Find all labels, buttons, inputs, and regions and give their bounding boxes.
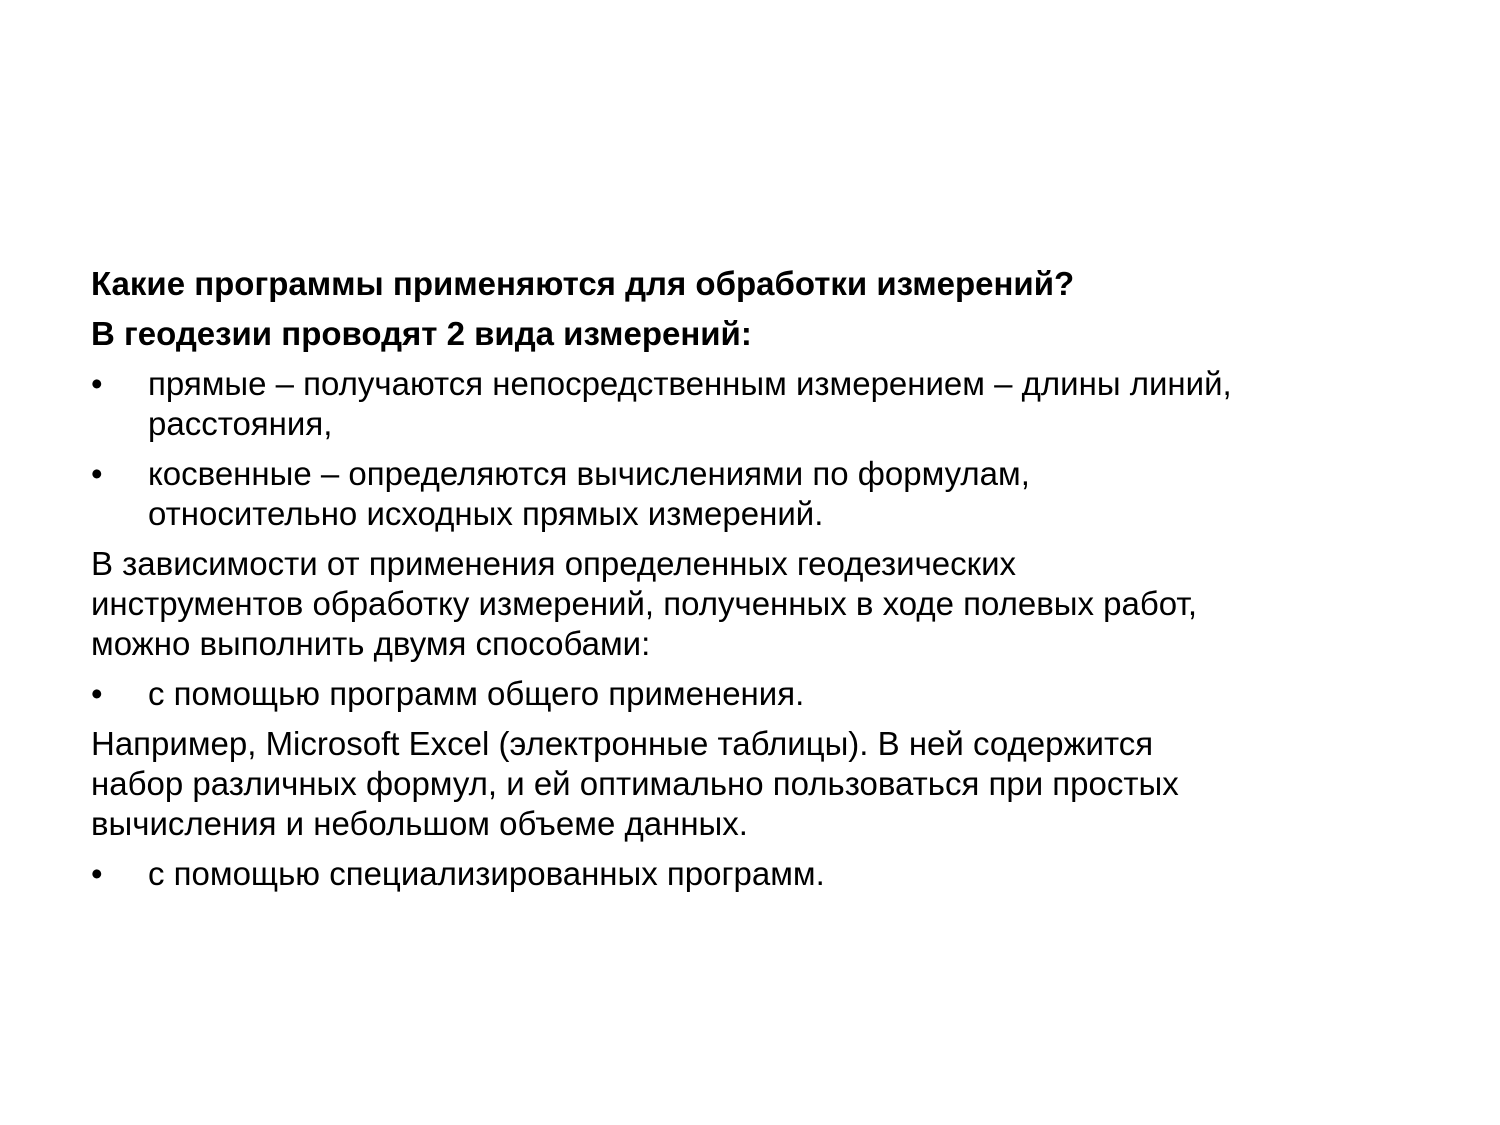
list-item-specialized-programs — [91, 854, 1421, 894]
slide-heading-measurement-types — [91, 314, 1421, 354]
text-line: относительно исходных прямых измерений. — [148, 495, 824, 532]
bullet-icon: • — [91, 855, 103, 892]
paragraph-processing-methods — [91, 544, 1421, 664]
text-line: расстояния, — [148, 405, 333, 442]
bullet-icon: • — [91, 675, 103, 712]
text-line: инструментов обработку измерений, полученных в ходе полевых работ, — [91, 585, 1198, 622]
list-item-text: с помощью программ общего применения. — [148, 675, 805, 712]
bullet-icon: • — [91, 455, 103, 492]
heading-question-text: Какие программы применяются для обработки измерений? — [91, 265, 1075, 302]
text-line: косвенные – определяются вычислениями по формулам, — [148, 455, 1030, 492]
list-item-text — [148, 364, 1421, 444]
paragraph-excel-example — [91, 724, 1421, 844]
text-line: вычисления и небольшом объеме данных. — [91, 805, 748, 842]
list-item-text — [148, 454, 1421, 534]
heading-measurement-types-text: В геодезии проводят 2 вида измерений: — [91, 315, 752, 352]
list-item-text: с помощью специализированных программ. — [148, 855, 825, 892]
text-line: Например, Microsoft Excel (электронные таблицы). В ней содержится — [91, 725, 1154, 762]
list-item-general-programs — [91, 674, 1421, 714]
text-line: набор различных формул, и ей оптимально пользоваться при простых — [91, 765, 1179, 802]
list-item-indirect-measurements — [91, 454, 1421, 534]
bullet-icon: • — [91, 365, 103, 402]
text-line: В зависимости от применения определенных геодезических — [91, 545, 1017, 582]
slide-heading-question — [91, 264, 1421, 304]
list-item-direct-measurements — [91, 364, 1421, 444]
text-line: можно выполнить двумя способами: — [91, 625, 651, 662]
text-line: прямые – получаются непосредственным измерением – длины линий, — [148, 365, 1232, 402]
slide-content — [91, 264, 1421, 904]
